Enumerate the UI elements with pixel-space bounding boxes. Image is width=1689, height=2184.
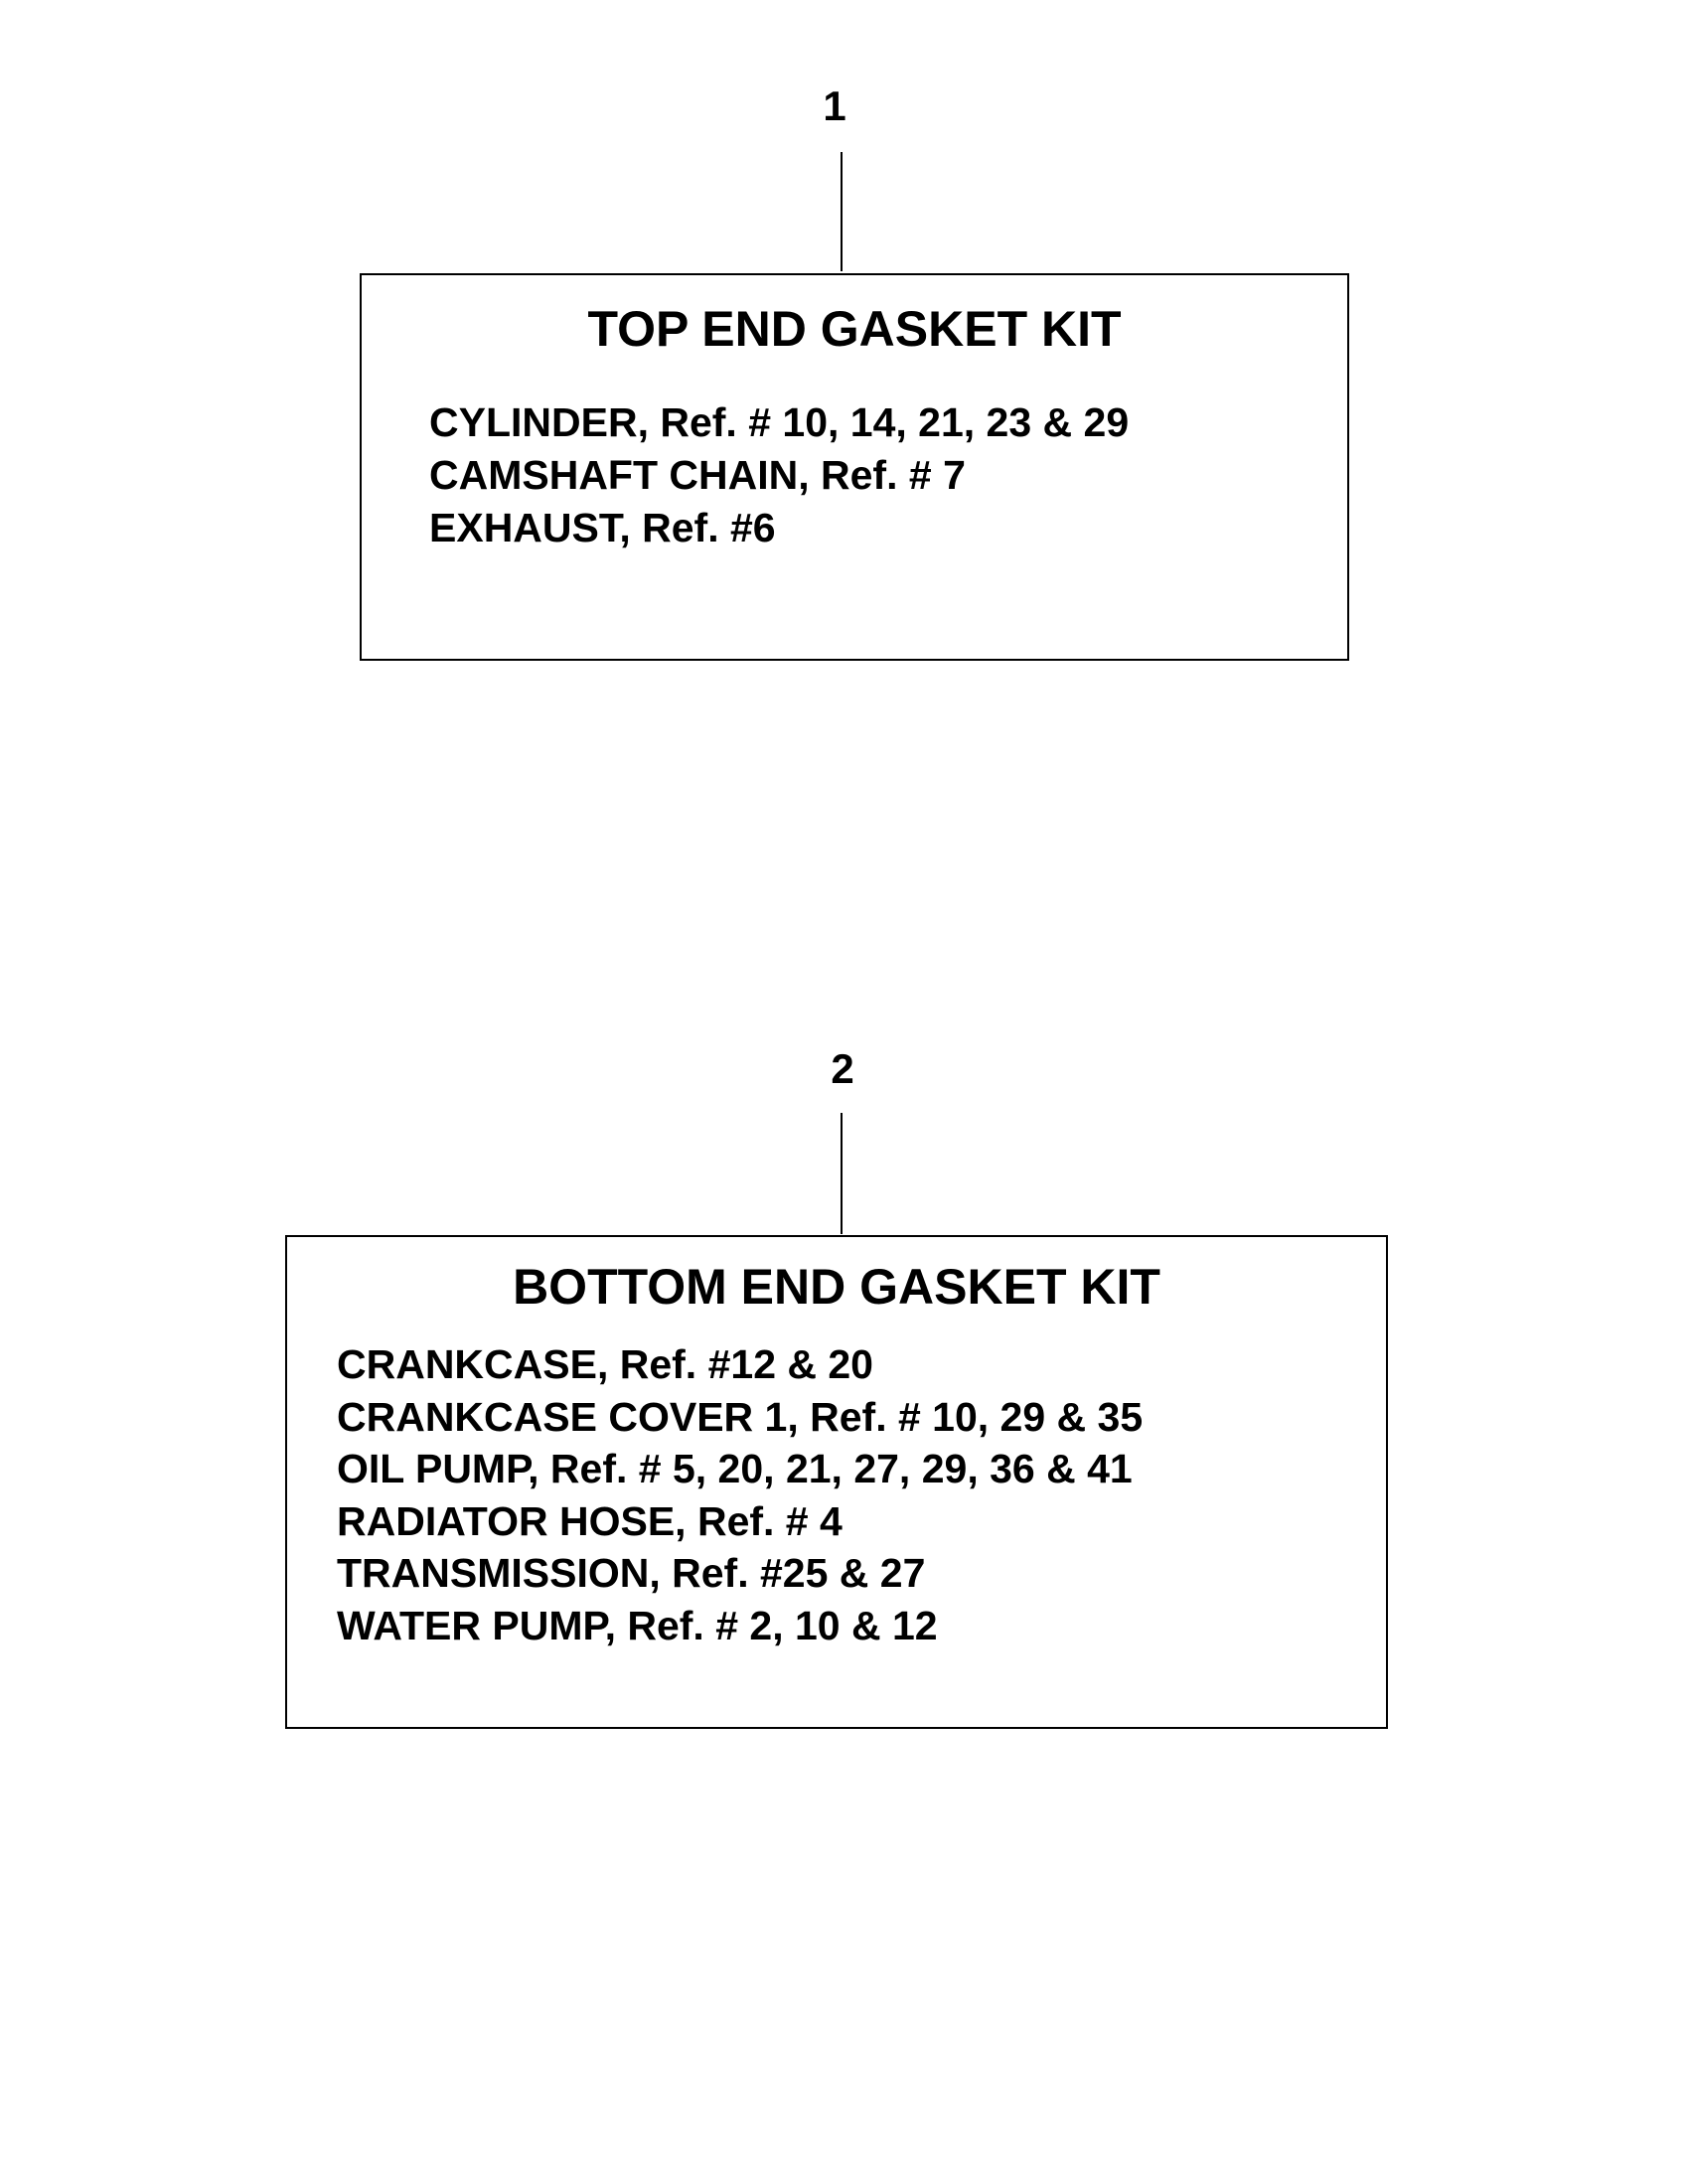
leader-line-2 xyxy=(841,1113,843,1234)
kit-item: CRANKCASE, Ref. #12 & 20 xyxy=(337,1341,873,1387)
kit-item: OIL PUMP, Ref. # 5, 20, 21, 27, 29, 36 & 41 xyxy=(337,1446,1133,1491)
kit-item: TRANSMISSION, Ref. #25 & 27 xyxy=(337,1550,926,1596)
kit-item: CAMSHAFT CHAIN, Ref. # 7 xyxy=(429,452,966,498)
leader-line-1 xyxy=(841,152,843,271)
kit-contents-list xyxy=(337,1338,1143,1651)
kit-item: CYLINDER, Ref. # 10, 14, 21, 23 & 29 xyxy=(429,399,1130,445)
kit-item: RADIATOR HOSE, Ref. # 4 xyxy=(337,1497,843,1544)
bottom-end-gasket-kit-box xyxy=(285,1235,1388,1729)
kit-contents-list xyxy=(429,396,1129,554)
kit-item: EXHAUST, Ref. #6 xyxy=(429,505,776,550)
kit-item: WATER PUMP, Ref. # 2, 10 & 12 xyxy=(337,1602,938,1648)
callout-number-1: 1 xyxy=(823,82,846,129)
kit-title: TOP END GASKET KIT xyxy=(587,301,1122,357)
kit-title: BOTTOM END GASKET KIT xyxy=(513,1259,1160,1315)
top-end-gasket-kit-box xyxy=(360,273,1349,661)
kit-item: CRANKCASE COVER 1, Ref. # 10, 29 & 35 xyxy=(337,1393,1144,1440)
callout-number-2: 2 xyxy=(831,1045,854,1092)
